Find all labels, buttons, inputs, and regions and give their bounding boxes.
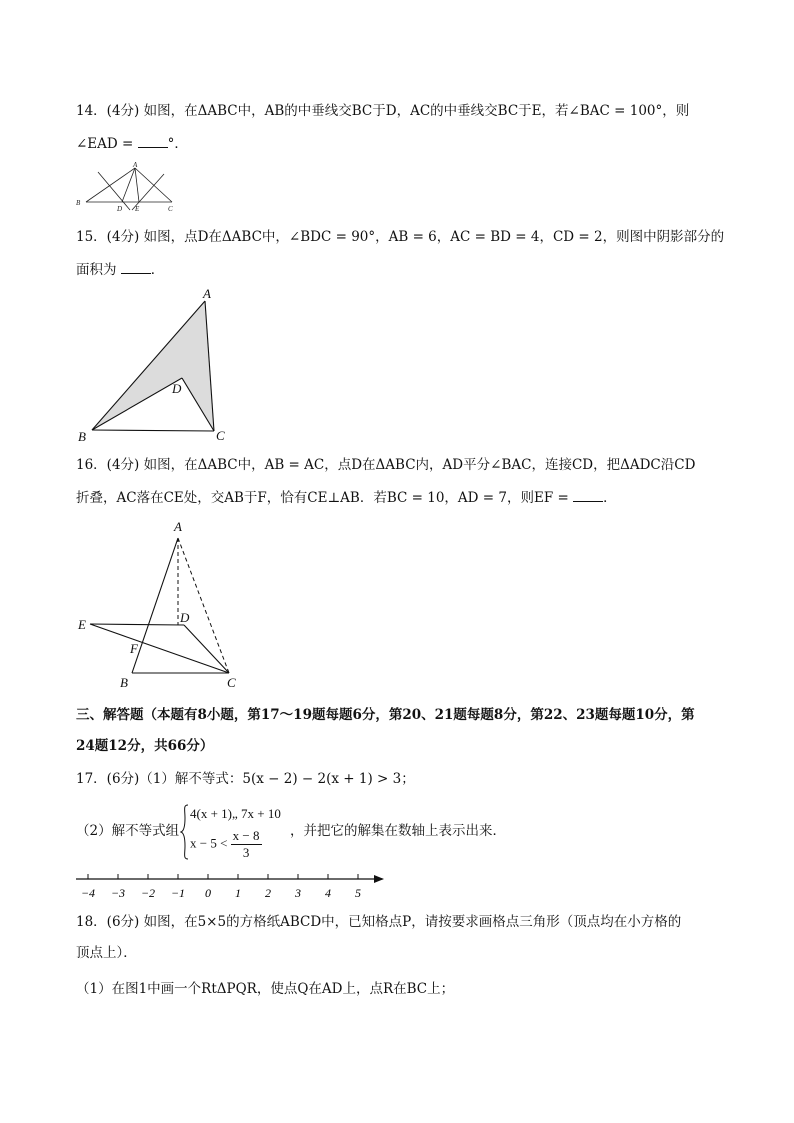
q15-line2 — [76, 259, 164, 279]
number-line-tick-label: 2 — [265, 886, 271, 900]
q15-label-a: A — [203, 286, 211, 301]
q16-segment-ed — [90, 624, 184, 625]
q14-line2 — [76, 133, 188, 153]
q16-label-a: A — [174, 519, 182, 534]
q15-line2-post: ． — [150, 262, 165, 278]
q15-label-d: D — [172, 381, 182, 396]
q16-line1: 16．(4分) 如图，在ΔABC中，AB = AC，点D在ΔABC内，AD平分∠BAC，连接CD，把ΔADC沿CD — [76, 457, 696, 473]
q14-segment-ad — [122, 168, 135, 202]
q14-figure — [72, 160, 182, 214]
number-line-tick-label: −4 — [80, 886, 96, 900]
q14-label-c: C — [168, 205, 173, 213]
q17-fraction — [231, 828, 262, 861]
q18-line2: 顶点上）． — [76, 945, 137, 961]
q16-label-d: D — [180, 610, 190, 625]
number-line-tick-label: 3 — [295, 886, 301, 900]
q17-number-line — [74, 868, 394, 902]
q17-part2-pre: （2）解不等式组 — [76, 823, 180, 839]
number-line-tick-label: −3 — [110, 886, 126, 900]
number-line-arrow — [374, 875, 384, 883]
q16-figure — [72, 516, 252, 692]
q14-segment-ac — [135, 168, 172, 202]
q16-line2-pre: 折叠，AC落在CE处，交AB于F，恰有CE⊥AB．若BC = 10，AD = 7，则EF = — [76, 490, 574, 506]
q16-line2 — [76, 487, 617, 507]
q15-line1: 15．(4分) 如图，点D在ΔABC中，∠BDC = 90°，AB = 6，AC = BD = 4，CD = 2，则图中阴影部分的 — [76, 229, 725, 245]
number-line-ticks — [81, 874, 361, 900]
q17-system-row2 — [190, 828, 262, 861]
number-line-tick-label: 1 — [235, 886, 241, 900]
q17-system-row2-pre: x − 5 < — [190, 835, 228, 851]
q16-label-e: E — [78, 617, 86, 632]
q14-segment-ab — [86, 168, 135, 202]
number-line-tick-label: 4 — [325, 886, 331, 900]
q14-label-b: B — [76, 199, 81, 207]
q17-system-brace — [180, 804, 190, 860]
q15-segment-bc — [92, 430, 214, 431]
number-line-tick-label: −2 — [140, 886, 156, 900]
q16-answer-blank — [573, 487, 603, 502]
q15-answer-blank — [121, 259, 151, 274]
number-line-tick-label: −1 — [170, 886, 186, 900]
q17-line1: 17．(6分)（1）解不等式：5(x − 2) − 2(x + 1) > 3； — [76, 771, 415, 787]
q15-figure — [72, 282, 242, 444]
q14-label-e: E — [135, 205, 140, 213]
q14-segment-ae — [135, 168, 139, 202]
q15-label-c: C — [216, 428, 225, 443]
q17-fraction-denominator: 3 — [242, 845, 250, 860]
q16-line2-post: ． — [603, 490, 617, 506]
section3-line2: 24题12分，共66分） — [76, 738, 214, 754]
q14-label-a: A — [133, 161, 138, 169]
q16-label-c: C — [227, 675, 236, 690]
q14-answer-blank — [138, 133, 168, 148]
number-line-tick-label: 5 — [355, 886, 361, 900]
q14-label-d: D — [117, 205, 123, 213]
q14-perp-bisector-ab — [98, 172, 130, 210]
q15-line2-pre: 面积为 — [76, 262, 121, 278]
q14-line2-pre: ∠EAD = — [76, 136, 138, 152]
q16-segment-ec — [90, 624, 229, 673]
number-line-tick-label: 0 — [205, 886, 211, 900]
q18-line3: （1）在图1中画一个RtΔPQR，使点Q在AD上，点R在BC上； — [76, 981, 455, 997]
q17-system-row1: 4(x + 1)„ 7x + 10 — [190, 806, 281, 821]
section3-line1: 三、解答题（本题有8小题，第17～19题每题6分，第20、21题每题8分，第22、23题每题10分，第 — [76, 707, 695, 723]
q17-part2-post: ，并把它的解集在数轴上表示出来． — [290, 823, 506, 839]
q16-label-f: F — [130, 641, 138, 656]
q18-line1: 18．(6分) 如图，在5×5的方格纸ABCD中，已知格点P，请按要求画格点三角形（顶点均在小方格的 — [76, 914, 682, 930]
q16-segment-dc — [184, 625, 229, 673]
q15-label-b: B — [78, 429, 86, 444]
q14-line2-post: °． — [167, 136, 188, 152]
q16-segment-ac — [178, 538, 229, 673]
q14-line1: 14．(4分) 如图，在ΔABC中，AB的中垂线交BC于D，AC的中垂线交BC于E，若∠BAC = 100°，则 — [76, 103, 690, 119]
q16-label-b: B — [120, 675, 128, 690]
q15-shaded-region — [92, 301, 214, 431]
q17-fraction-numerator: x − 8 — [232, 828, 260, 843]
